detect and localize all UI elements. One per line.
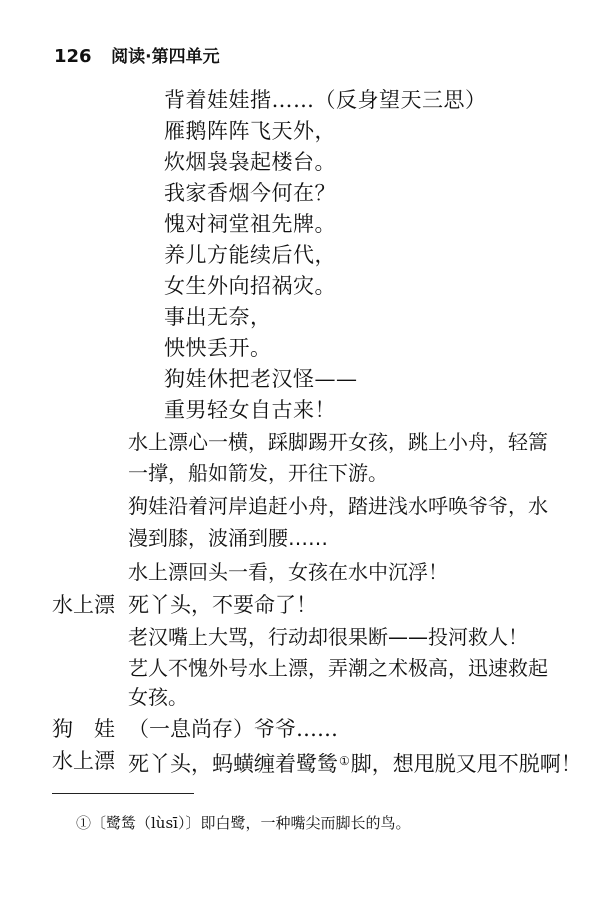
- speaker-name: 水上漂: [52, 749, 115, 773]
- speech-text: [128, 747, 582, 778]
- speaker-name: 水上漂: [52, 593, 115, 617]
- verse-line: 事出无奈，: [164, 305, 272, 329]
- speaker-name: 狗 娃: [52, 717, 115, 741]
- verse-line: 雁鹅阵阵飞天外，: [164, 119, 336, 143]
- verse-line: 我家香烟今何在？: [164, 181, 336, 205]
- page-header: [54, 42, 220, 66]
- verse-line: 背着娃娃揩……（反身望天三思）: [164, 88, 487, 112]
- speech-text: （一息尚存）爷爷……: [128, 717, 338, 741]
- stage-direction-line: 漫到膝，波涌到腰……: [128, 526, 328, 550]
- section-title: 阅读·第四单元: [111, 47, 220, 67]
- verse-line: 愧对祠堂祖先牌。: [164, 212, 336, 236]
- speech-text-part: 死丫头，蚂蟥缠着鹭鸶: [128, 752, 338, 776]
- stage-direction-line: 老汉嘴上大骂，行动却很果断——投河救人！: [128, 625, 528, 649]
- verse-line: 女生外向招祸灾。: [164, 274, 336, 298]
- speech-text: 死丫头，不要命了！: [128, 593, 317, 617]
- stage-direction-line: 一撑，船如箭发，开往下游。: [128, 461, 388, 485]
- speech-text-part: 脚，想甩脱又甩不脱啊！: [350, 752, 582, 776]
- stage-direction-line: 艺人不愧外号水上漂，弄潮之术极高，迅速救起: [128, 656, 548, 680]
- stage-direction-line: 女孩。: [128, 685, 188, 709]
- verse-line: 养儿方能续后代，: [164, 243, 336, 267]
- footnote-marker: ①: [339, 754, 350, 768]
- stage-direction-line: 狗娃沿着河岸追赶小舟，踏进浅水呼唤爷爷，水: [128, 494, 548, 518]
- footnote: ①〔鹭鸶（lùsī）〕即白鹭，一种嘴尖而脚长的鸟。: [76, 814, 411, 832]
- stage-direction-line: 水上漂心一横，踩脚踢开女孩，跳上小舟，轻篙: [128, 430, 548, 454]
- verse-line: 狗娃休把老汉怪——: [164, 367, 358, 391]
- verse-line: 炊烟袅袅起楼台。: [164, 150, 336, 174]
- verse-line: 怏怏丢开。: [164, 336, 272, 360]
- stage-direction-line: 水上漂回头一看，女孩在水中沉浮！: [128, 560, 448, 584]
- verse-line: 重男轻女自古来！: [164, 398, 336, 422]
- page-number: 126: [54, 46, 92, 67]
- footnote-divider: [52, 793, 194, 794]
